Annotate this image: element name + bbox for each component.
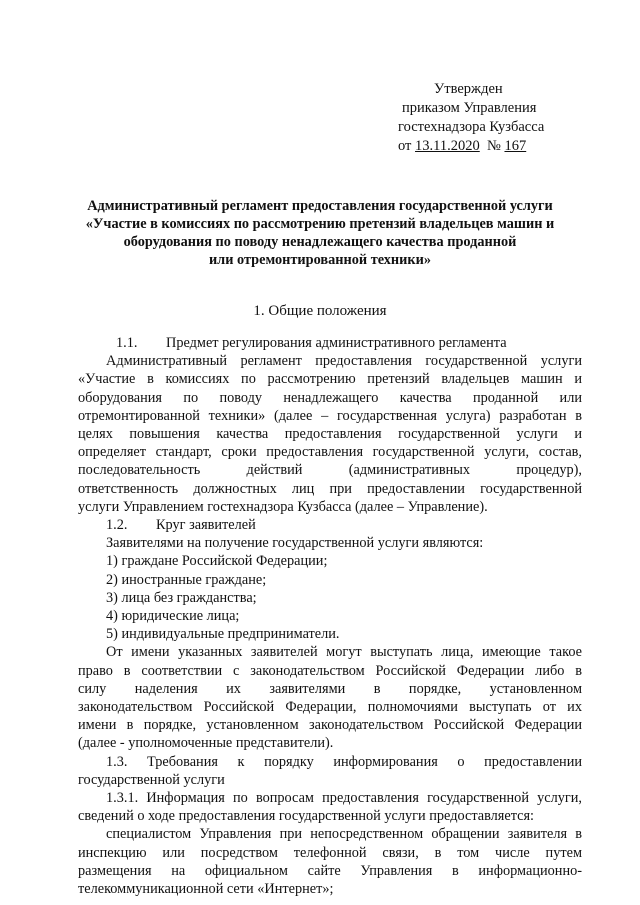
text-line: услуги Управлением гостехнадзора Кузбасса (далее – Управление). bbox=[78, 498, 488, 515]
text-line: 1.3. Требования к порядку информирования о предоставлении bbox=[106, 753, 582, 770]
document-body bbox=[78, 334, 582, 898]
text-line: государственной услуги bbox=[78, 771, 225, 788]
text-line: «Участие в комиссиях по рассмотрению претензий владельцев машин и bbox=[78, 371, 582, 388]
subsection-title: Круг заявителей bbox=[156, 517, 256, 534]
title-line: «Участие в комиссиях по рассмотрению претензий владельцев машин и bbox=[85, 216, 555, 232]
text-line: телекоммуникационной сети «Интернет»; bbox=[78, 881, 334, 898]
paragraph-representatives bbox=[78, 643, 582, 752]
paragraph-1-1 bbox=[78, 352, 582, 516]
subsection-heading-1-3 bbox=[78, 753, 582, 789]
approval-stamp bbox=[390, 80, 544, 156]
approval-date: 13.11.2020 bbox=[415, 138, 480, 154]
text-line: Административный регламент предоставления государственной услуги bbox=[106, 353, 582, 370]
text-line: специалистом Управления при непосредственном обращении заявителя в bbox=[106, 826, 582, 843]
applicant-item: 3) лица без гражданства; bbox=[106, 589, 257, 606]
date-prefix: от bbox=[398, 138, 412, 154]
applicants-intro: Заявителями на получение государственной услуги являются: bbox=[106, 535, 484, 552]
subsection-number: 1.2. bbox=[106, 517, 128, 534]
subsection-heading-1-2 bbox=[78, 516, 582, 534]
paragraph-1-3-1 bbox=[78, 789, 582, 825]
applicant-item: 4) юридические лица; bbox=[106, 608, 240, 625]
text-line: инспекцию или посредством телефонной связи, в том числе путем bbox=[78, 844, 582, 861]
text-line: право в соответствии с законодательством Российской Федерации либо в bbox=[78, 662, 582, 679]
title-line: оборудования по поводу ненадлежащего качества проданной bbox=[123, 234, 517, 250]
applicant-item: 2) иностранные граждане; bbox=[106, 571, 267, 588]
text-line: (далее - уполномоченные представители). bbox=[78, 735, 334, 752]
text-line: размещения на официальном сайте Управления в информационно- bbox=[78, 862, 582, 879]
paragraph-specialist bbox=[78, 825, 582, 898]
text-line: силу наделения их заявителями в порядке, установленном bbox=[78, 680, 582, 697]
text-line: ответственность должностных лиц при предоставлении государственной bbox=[78, 480, 582, 497]
title-line: Административный регламент предоставления государственной услуги bbox=[87, 198, 553, 214]
approval-line: Утвержден bbox=[434, 81, 503, 97]
text-line: 1.3.1. Информация по вопросам предоставления государственной услуги, bbox=[106, 790, 582, 807]
subsection-heading-1-1 bbox=[78, 334, 582, 352]
text-line: отремонтированной техники» (далее – государственная услуга) разработан в bbox=[78, 407, 582, 424]
text-line: сведений о ходе предоставления государственной услуги предоставляется: bbox=[78, 808, 535, 825]
number-prefix: № bbox=[487, 138, 501, 154]
text-line: законодательством Российской Федерации, полномочиями выступать от их bbox=[78, 699, 582, 716]
text-line: целях повышения качества предоставления государственной услуги и bbox=[78, 426, 582, 443]
subsection-number: 1.1. bbox=[116, 335, 138, 351]
text-line: От имени указанных заявителей могут выступать лица, имеющие такое bbox=[106, 644, 582, 661]
text-line: определяет стандарт, сроки предоставления государственной услуги, состав, bbox=[78, 444, 582, 461]
approval-number: 167 bbox=[504, 138, 527, 154]
text-line: имени в порядке, установленном законодательством Российской Федерации bbox=[78, 717, 582, 734]
approval-date-line bbox=[390, 137, 544, 156]
applicant-item: 5) индивидуальные предприниматели. bbox=[106, 626, 340, 643]
section-heading: 1. Общие положения bbox=[253, 303, 387, 319]
applicant-item: 1) граждане Российской Федерации; bbox=[106, 553, 328, 570]
subsection-title: Предмет регулирования административного регламента bbox=[166, 335, 507, 351]
text-line: последовательность действий (административных процедур), bbox=[78, 462, 582, 479]
document-title bbox=[70, 197, 570, 269]
title-line: или отремонтированной техники» bbox=[208, 252, 432, 268]
approval-line: приказом Управления bbox=[402, 100, 537, 116]
text-line: оборудования по поводу ненадлежащего качества проданной или bbox=[78, 389, 582, 406]
approval-line: гостехнадзора Кузбасса bbox=[398, 119, 545, 135]
